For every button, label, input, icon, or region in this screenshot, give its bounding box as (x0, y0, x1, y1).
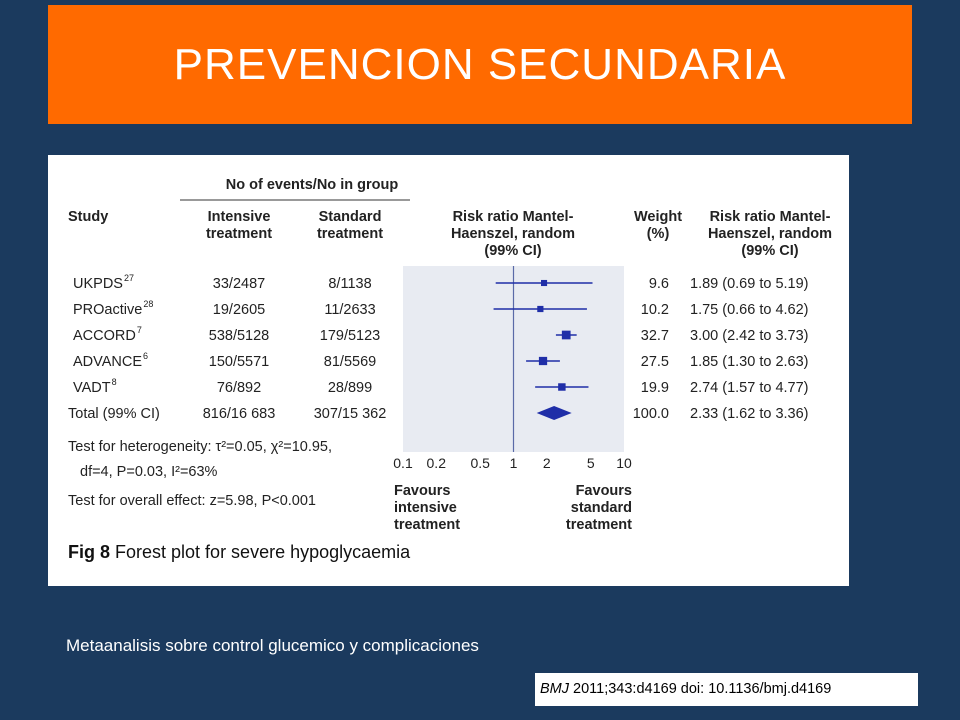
study-ref-vadt: 8 (111, 377, 117, 387)
header-standard-line1: Standard (318, 209, 382, 225)
slide-title: PREVENCION SECUNDARIA (173, 39, 787, 89)
intensive-cell: 76/892 (216, 380, 262, 396)
ratio-ci-cell: 1.75 (0.66 to 4.62) (690, 302, 809, 318)
header-study: Study (68, 209, 109, 225)
header-ratio-col-line2: Haenszel, random (707, 226, 833, 242)
slide-caption: Metaanalisis sobre control glucemico y complicaciones (66, 636, 479, 655)
point-estimate (558, 383, 565, 390)
study-ref-ukpds: 27 (123, 273, 134, 283)
study-ref-accord: 7 (136, 325, 142, 335)
figure-label: Fig 8 (68, 542, 111, 562)
x-tick-label: 10 (616, 455, 632, 471)
citation-box (535, 673, 918, 706)
total-standard-cell: 307/15 362 (313, 406, 387, 422)
study-ref-proactive: 28 (143, 299, 154, 309)
figure-caption (68, 542, 411, 562)
header-intensive-line2: treatment (205, 226, 273, 242)
citation-text: 2011;343:d4169 doi: 10.1136/bmj.d4169 (569, 681, 832, 697)
forest-plot-figure (48, 155, 849, 586)
favours-right-line2: standard (570, 500, 632, 516)
study-name-accord: ACCORD (73, 328, 136, 344)
weight-cell: 19.9 (640, 380, 669, 396)
heterogeneity-line2: df=4, P=0.03, I²=63% (80, 464, 218, 480)
weight-cell: 10.2 (640, 302, 669, 318)
total-weight-cell: 100.0 (632, 406, 669, 422)
header-weight-line2: (%) (646, 226, 670, 242)
standard-cell: 179/5123 (319, 328, 381, 344)
weight-cell: 9.6 (648, 276, 669, 292)
favours-right-line3: treatment (565, 517, 632, 533)
heterogeneity-line1: Test for heterogeneity: τ²=0.05, χ²=10.95, (68, 439, 333, 455)
x-tick-label: 0.1 (393, 455, 413, 471)
favours-right-line1: Favours (575, 483, 632, 499)
favours-left-line3: treatment (394, 517, 461, 533)
forest-plot-svg (48, 155, 849, 586)
ratio-ci-cell: 3.00 (2.42 to 3.73) (690, 328, 809, 344)
intensive-cell: 538/5128 (208, 328, 270, 344)
header-ratio-col-line1: Risk ratio Mantel- (709, 209, 831, 225)
header-plot-col-line3: (99% CI) (484, 243, 542, 259)
standard-cell: 28/899 (327, 380, 373, 396)
ratio-ci-cell: 1.85 (1.30 to 2.63) (690, 354, 809, 370)
header-events-group: No of events/No in group (225, 177, 399, 193)
title-bar (48, 5, 912, 124)
point-estimate (537, 306, 543, 312)
point-estimate (562, 331, 571, 340)
header-ratio-col-line3: (99% CI) (741, 243, 799, 259)
standard-cell: 81/5569 (323, 354, 377, 370)
standard-cell: 8/1138 (328, 276, 372, 292)
x-tick-label: 0.5 (470, 455, 490, 471)
standard-cell: 11/2633 (324, 302, 376, 318)
header-weight-line1: Weight (633, 209, 683, 225)
study-name-proactive: PROactive (73, 302, 143, 318)
ratio-ci-cell: 2.74 (1.57 to 4.77) (690, 380, 809, 396)
header-intensive-line1: Intensive (207, 209, 271, 225)
weight-cell: 32.7 (640, 328, 669, 344)
point-estimate (539, 357, 547, 365)
header-standard-line2: treatment (316, 226, 384, 242)
weight-cell: 27.5 (640, 354, 669, 370)
header-plot-col-line2: Haenszel, random (450, 226, 576, 242)
total-label: Total (99% CI) (68, 406, 160, 422)
intensive-cell: 150/5571 (208, 354, 270, 370)
point-estimate (541, 280, 547, 286)
study-ref-advance: 6 (143, 351, 149, 361)
citation-journal: BMJ (540, 681, 569, 697)
study-name-ukpds: UKPDS (73, 276, 123, 292)
figure-title: Forest plot for severe hypoglycaemia (110, 542, 411, 562)
total-ratio-ci-cell: 2.33 (1.62 to 3.36) (690, 406, 809, 422)
x-tick-label: 0.2 (426, 455, 446, 471)
ratio-ci-cell: 1.89 (0.69 to 5.19) (690, 276, 809, 292)
x-tick-label: 2 (542, 455, 551, 471)
header-plot-col-line1: Risk ratio Mantel- (452, 209, 574, 225)
intensive-cell: 19/2605 (212, 302, 266, 318)
overall-effect: Test for overall effect: z=5.98, P<0.001 (68, 493, 316, 509)
favours-left-line1: Favours (394, 483, 451, 499)
x-tick-label: 1 (509, 455, 518, 471)
study-name-vadt: VADT (73, 380, 111, 396)
favours-left-line2: intensive (394, 500, 457, 516)
x-tick-label: 5 (586, 455, 595, 471)
total-intensive-cell: 816/16 683 (202, 406, 276, 422)
intensive-cell: 33/2487 (212, 276, 266, 292)
study-name-advance: ADVANCE (73, 354, 143, 370)
